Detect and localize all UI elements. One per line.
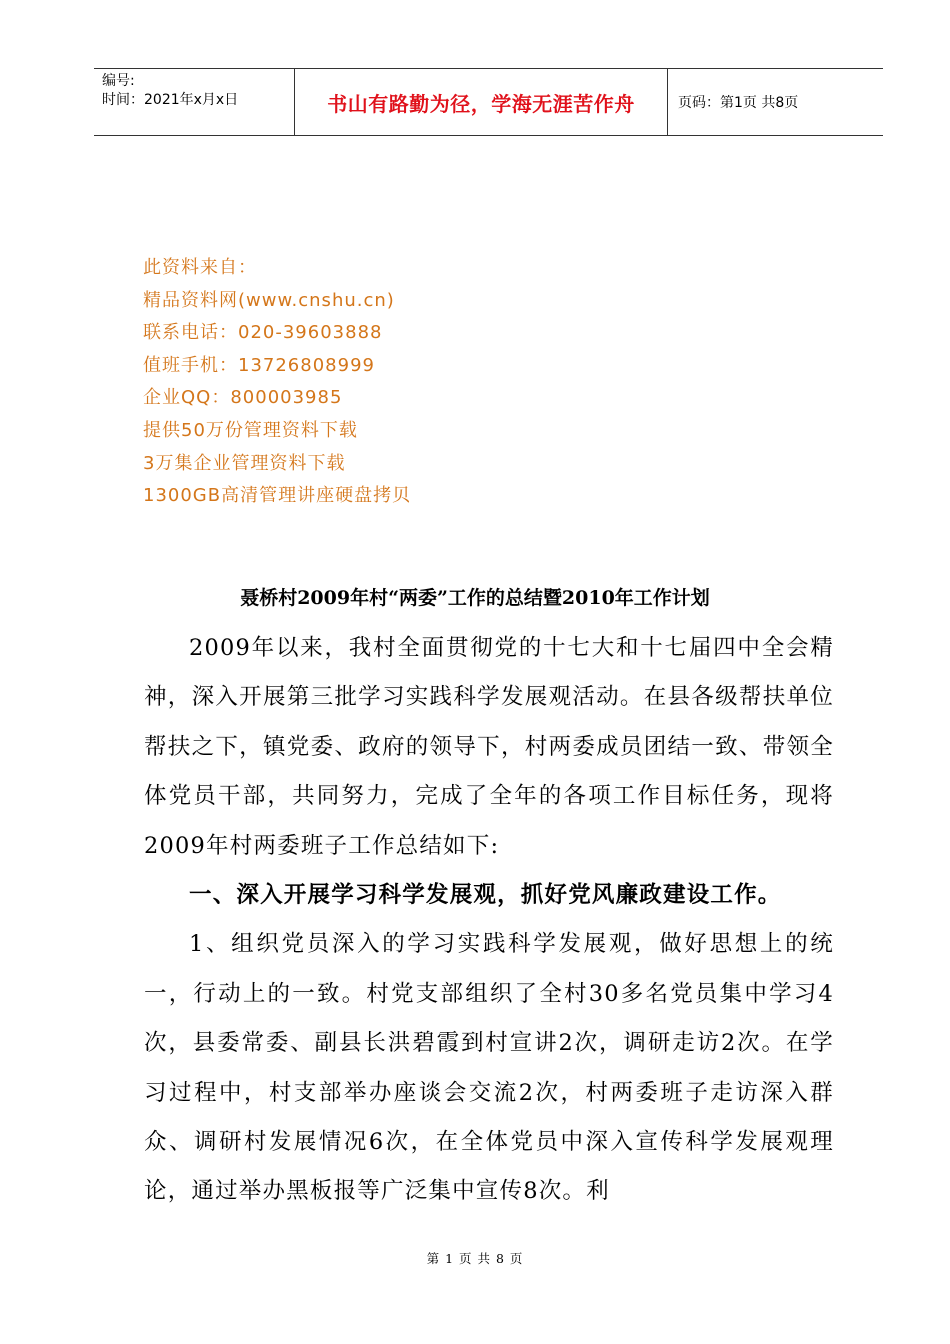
source-line: 联系电话：020-39603888 bbox=[143, 322, 383, 344]
source-line: 提供50万份管理资料下载 bbox=[143, 419, 358, 441]
page-footer: 第 1 页 共 8 页 bbox=[426, 1251, 524, 1266]
intro-paragraph: 2009年以来，我村全面贯彻党的十七大和十七届四中全会精神，深入开展第三批学习实践科学发展观活动。在县各级帮扶单位帮扶之下，镇党委、政府的领导下，村两委成员团结一致、带领全体党员干部，共同努力，完成了全年的各项工作目标任务，现将2009年村两委班子工作总结如下: bbox=[144, 635, 834, 859]
source-line: 精品资料网(www.cnshu.cn) bbox=[143, 289, 395, 311]
section-heading: 一、深入开展学习科学发展观，抓好党风廉政建设工作。 bbox=[189, 882, 782, 909]
source-block bbox=[143, 252, 411, 513]
source-line: 此资料来自： bbox=[143, 257, 257, 278]
number-label: 编号: bbox=[102, 73, 135, 89]
time-label: 时间：2021年x月x日 bbox=[102, 92, 239, 108]
motto: 书山有路勤为径，学海无涯苦作舟 bbox=[295, 69, 668, 135]
page-label: 页码：第1页 共8页 bbox=[678, 95, 799, 111]
source-line: 1300GB高清管理讲座硬盘拷贝 bbox=[143, 485, 412, 507]
header-table bbox=[94, 68, 883, 136]
section-paragraph: 1、组织党员深入的学习实践科学发展观，做好思想上的统一，行动上的一致。村党支部组织了全村30多名党员集中学习4次，县委常委、副县长洪碧霞到村宣讲2次，调研走访2次。在学习过程中，村支部举办座谈会交流2次，村两委班子走访深入群众、调研村发展情况6次，在全体党员中深入宣传科学发展观理论，通过举办黑板报等广泛集中宣传8次。利 bbox=[144, 931, 834, 1205]
header-info-cell bbox=[94, 69, 295, 135]
document-title: 聂桥村2009年村“两委”工作的总结暨2010年工作计划 bbox=[240, 587, 710, 609]
document-body bbox=[144, 624, 834, 1217]
source-line: 3万集企业管理资料下载 bbox=[143, 452, 346, 474]
source-line: 企业QQ：800003985 bbox=[143, 387, 343, 409]
source-line: 值班手机：13726808999 bbox=[143, 354, 375, 376]
